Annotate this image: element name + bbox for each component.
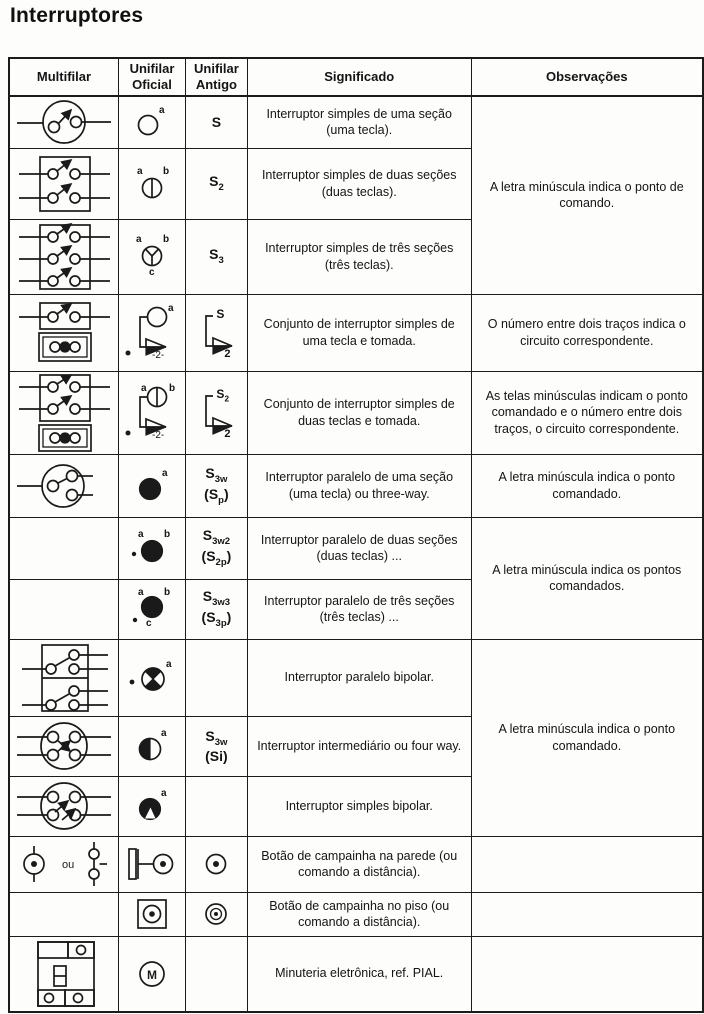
table-row — [9, 517, 703, 579]
significado-cell — [247, 579, 471, 639]
command-point-label: b — [163, 233, 170, 245]
antigo-code: $S_2$ — [216, 386, 229, 403]
command-point-label: c — [149, 266, 155, 278]
antigo-code: $S_{3w}$ — [205, 727, 228, 748]
antigo-cell — [186, 579, 248, 639]
significado-cell — [247, 936, 471, 1012]
filled-circle-three-icon — [129, 588, 175, 630]
multifilar-cell — [9, 639, 119, 716]
switch-and-outlet-multiwire-icon — [15, 300, 113, 366]
oficial-cell — [119, 96, 186, 148]
bell-button-multiwire-icon — [14, 839, 114, 889]
page-title: Interruptores — [10, 4, 144, 27]
oficial-cell — [119, 776, 186, 836]
command-point-label: a — [159, 105, 165, 117]
filled-circle-icon — [131, 469, 173, 503]
antigo-code: $S_{3w3}$ — [202, 588, 231, 609]
multifilar-cell — [9, 148, 119, 219]
table-row — [9, 294, 703, 371]
multifilar-cell — [9, 776, 119, 836]
significado-cell — [247, 148, 471, 219]
multifilar-cell — [9, 96, 119, 148]
significado-cell — [247, 517, 471, 579]
observacoes-cell — [471, 936, 703, 1012]
table-row — [9, 96, 703, 148]
motor-letter: M — [147, 967, 157, 982]
antigo-code: $S_{3w}$ — [205, 464, 228, 485]
significado-cell — [247, 716, 471, 776]
bipolar-simple-multiwire-icon — [15, 779, 113, 833]
oficial-cell — [119, 579, 186, 639]
significado-text: Interruptor simples bipolar. — [285, 798, 433, 813]
observacoes-cell — [471, 371, 703, 454]
multifilar-cell — [9, 579, 119, 639]
significado-cell — [247, 294, 471, 371]
three-section-switch-multiwire-icon — [15, 222, 113, 292]
observacao-text: A letra minúscula indica o ponto de comando. — [489, 180, 684, 211]
observacoes-cell — [471, 639, 703, 836]
notched-circle-icon — [131, 789, 173, 823]
significado-text: Interruptor simples de uma seção (uma tecla). — [266, 107, 452, 138]
significado-text: Interruptor paralelo de uma seção (uma tecla) ou three-way. — [265, 470, 454, 501]
table-row — [9, 639, 703, 716]
antigo-cell — [186, 716, 248, 776]
command-point-label: b — [169, 382, 176, 394]
filled-circle-two-icon — [129, 530, 175, 566]
multifilar-cell — [9, 454, 119, 517]
circuit-number-label: 2 — [224, 427, 231, 440]
open-circle-icon — [132, 106, 172, 138]
command-point-label: a — [162, 467, 168, 479]
observacao-text: As telas minúsculas indicam o ponto comandado e o número entre dois traços, o circuito correspondente. — [485, 389, 688, 436]
table-row — [9, 454, 703, 517]
significado-cell — [247, 96, 471, 148]
wall-bell-button-icon — [125, 844, 179, 884]
command-point-label: b — [163, 165, 170, 177]
antigo-cell — [186, 96, 248, 148]
antigo-cell — [186, 776, 248, 836]
significado-cell — [247, 454, 471, 517]
command-point-label: a — [161, 728, 167, 739]
antigo-cell — [186, 371, 248, 454]
oficial-cell — [119, 836, 186, 892]
timer-device-multiwire-icon — [16, 938, 112, 1010]
observacoes-cell — [471, 836, 703, 892]
circle-two-sections-icon — [130, 167, 174, 201]
multifilar-cell — [9, 936, 119, 1012]
antigo-cell — [186, 836, 248, 892]
antigo-cell — [186, 639, 248, 716]
antigo-code: S — [211, 114, 222, 131]
oficial-cell — [119, 716, 186, 776]
symbol-table — [8, 57, 704, 1013]
antigo-code-alt: $(S_{2p})$ — [201, 548, 232, 568]
significado-cell — [247, 371, 471, 454]
quadrant-circle-icon — [127, 660, 177, 696]
antigo-cell — [186, 294, 248, 371]
oficial-cell — [119, 219, 186, 294]
observacoes-cell — [471, 454, 703, 517]
multifilar-cell — [9, 219, 119, 294]
command-point-label: a — [168, 302, 174, 314]
antigo-cell — [186, 219, 248, 294]
ou-text: ou — [62, 859, 75, 871]
switch-outlet-combo-two-icon — [123, 384, 181, 442]
antigo-code-alt: $(S_{3p})$ — [201, 609, 232, 629]
circuit-number-label: 2 — [224, 347, 231, 360]
antigo-cell — [186, 454, 248, 517]
oficial-cell — [119, 517, 186, 579]
three-way-switch-multiwire-icon — [15, 461, 113, 511]
oficial-cell — [119, 892, 186, 936]
circle-three-sections-icon — [130, 235, 174, 279]
multifilar-cell — [9, 517, 119, 579]
multifilar-cell — [9, 371, 119, 454]
oficial-cell — [119, 148, 186, 219]
header-unifilar-antigo: Unifilar Antigo — [186, 58, 248, 96]
oficial-cell — [119, 294, 186, 371]
antigo-cell — [186, 517, 248, 579]
antigo-cell — [186, 936, 248, 1012]
two-switch-and-outlet-multiwire-icon — [15, 373, 113, 453]
significado-cell — [247, 776, 471, 836]
half-filled-circle-icon — [131, 729, 173, 763]
switch-outlet-old-icon — [194, 306, 238, 360]
double-circle-dot-icon — [200, 898, 232, 930]
header-observacoes: Observações — [471, 58, 703, 96]
antigo-code: S — [216, 306, 225, 321]
antigo-code: $S_3$ — [209, 246, 224, 266]
antigo-code: $S_{3w2}$ — [202, 527, 231, 548]
observacao-text: O número entre dois traços indica o circuito correspondente. — [487, 317, 686, 348]
significado-text: Botão de campainha na parede (ou comando a distância). — [261, 848, 458, 879]
table-row — [9, 892, 703, 936]
significado-text: Botão de campainha no piso (ou comando a distância). — [269, 898, 450, 929]
command-point-label: a — [138, 587, 144, 598]
oficial-cell — [119, 371, 186, 454]
multifilar-cell — [9, 716, 119, 776]
header-unifilar-oficial: Unifilar Oficial — [119, 58, 186, 96]
header-multifilar: Multifilar — [9, 58, 119, 96]
multifilar-cell — [9, 294, 119, 371]
observacoes-cell — [471, 294, 703, 371]
oficial-cell — [119, 936, 186, 1012]
observacoes-cell — [471, 96, 703, 294]
significado-text: Interruptor intermediário ou four way. — [257, 738, 462, 753]
command-point-label: a — [137, 165, 143, 177]
command-point-label: a — [136, 233, 142, 245]
antigo-code-alt: $(S_p)$ — [204, 485, 229, 506]
antigo-cell — [186, 148, 248, 219]
significado-text: Conjunto de interruptor simples de uma tecla e tomada. — [263, 317, 455, 348]
significado-cell — [247, 836, 471, 892]
table-row — [9, 371, 703, 454]
significado-text: Interruptor simples de três seções (três teclas). — [265, 241, 454, 272]
bipolar-parallel-multiwire-icon — [16, 642, 112, 714]
multifilar-cell — [9, 892, 119, 936]
floor-bell-button-icon — [134, 896, 170, 932]
motor-circle-icon — [136, 958, 168, 990]
significado-text: Interruptor simples de duas seções (duas teclas). — [261, 168, 457, 199]
observacoes-cell — [471, 517, 703, 639]
significado-text: Interruptor paralelo de três seções (três teclas) ... — [264, 593, 455, 624]
command-point-label: a — [138, 529, 144, 540]
significado-text: Conjunto de interruptor simples de duas teclas e tomada. — [263, 397, 455, 428]
significado-cell — [247, 892, 471, 936]
observacao-text: A letra minúscula indica os pontos comandados. — [492, 562, 682, 593]
header-row — [9, 58, 703, 96]
two-section-switch-multiwire-icon — [15, 152, 113, 216]
switch-outlet-old-two-icon — [194, 386, 238, 440]
significado-cell — [247, 219, 471, 294]
oficial-cell — [119, 639, 186, 716]
command-point-label: b — [164, 529, 171, 540]
antigo-code: $S_2$ — [209, 173, 224, 193]
command-point-label: c — [146, 618, 152, 629]
command-point-label: a — [166, 658, 172, 670]
significado-text: Interruptor paralelo bipolar. — [284, 670, 434, 685]
table-row — [9, 936, 703, 1012]
dot-circle-icon — [201, 849, 231, 879]
significado-text: Interruptor paralelo de duas seções (duas teclas) ... — [260, 532, 458, 563]
circuit-number-label: -2- — [152, 429, 165, 441]
command-point-label: b — [164, 587, 171, 598]
command-point-label: a — [161, 788, 167, 799]
oficial-cell — [119, 454, 186, 517]
multifilar-cell — [9, 836, 119, 892]
command-point-label: a — [141, 382, 147, 394]
observacao-text: A letra minúscula indica o ponto comandado. — [498, 722, 676, 753]
observacoes-cell — [471, 892, 703, 936]
table-row — [9, 836, 703, 892]
significado-cell — [247, 639, 471, 716]
circuit-number-label: -2- — [152, 349, 165, 361]
antigo-code-alt: (Si) — [205, 748, 228, 765]
antigo-cell — [186, 892, 248, 936]
switch-outlet-combo-icon — [123, 304, 181, 362]
four-way-multiwire-icon — [15, 719, 113, 773]
header-significado: Significado — [247, 58, 471, 96]
significado-text: Minuteria eletrônica, ref. PIAL. — [275, 966, 444, 981]
observacao-text: A letra minúscula indica o ponto comandado. — [498, 470, 676, 501]
one-section-switch-multiwire-icon — [15, 98, 113, 146]
